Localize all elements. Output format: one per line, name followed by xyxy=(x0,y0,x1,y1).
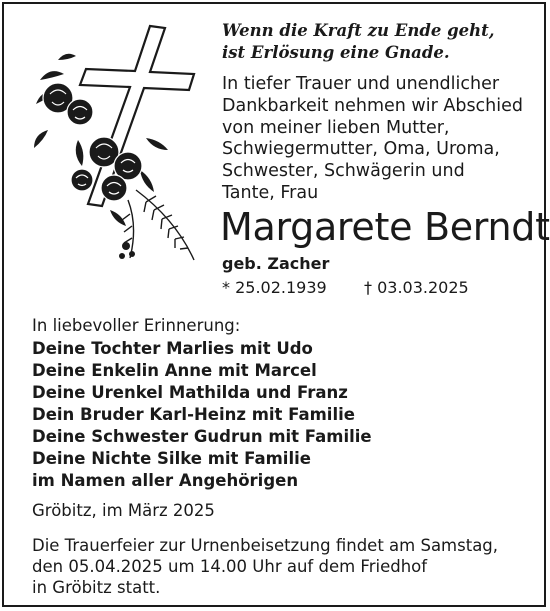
ceremony-line: Die Trauerfeier zur Urnenbeisetzung findet am Samstag, xyxy=(32,536,499,555)
deceased-name: Margarete Berndt xyxy=(220,205,550,249)
mourner-line: Deine Enkelin Anne mit Marcel xyxy=(32,361,317,380)
death-date: † 03.03.2025 xyxy=(364,278,469,297)
quote xyxy=(222,20,532,64)
mourner-line: Deine Schwester Gudrun mit Familie xyxy=(32,427,372,446)
intro-line: Schwester, Schwägerin und xyxy=(222,161,465,182)
mourner-line: im Namen aller Angehörigen xyxy=(32,471,299,490)
mourner-line: Deine Urenkel Mathilda und Franz xyxy=(32,383,348,402)
intro-line: Dankbarkeit nehmen wir Abschied xyxy=(222,95,524,116)
mourner-line: Deine Nichte Silke mit Familie xyxy=(32,449,311,468)
birth-date: * 25.02.1939 xyxy=(222,278,327,297)
life-dates xyxy=(222,277,542,299)
mourners-list xyxy=(32,338,372,492)
ceremony-notice xyxy=(32,535,537,598)
intro-line: von meiner lieben Mutter, xyxy=(222,117,450,138)
ceremony-line: den 05.04.2025 um 14.00 Uhr auf dem Friedhof xyxy=(32,557,428,576)
ceremony-line: in Gröbitz statt. xyxy=(32,578,161,597)
cross-with-roses-icon xyxy=(18,20,208,270)
memory-intro: In liebevoller Erinnerung: xyxy=(32,316,241,335)
mourner-line: Dein Bruder Karl-Heinz mit Familie xyxy=(32,405,355,424)
intro-text xyxy=(222,74,537,205)
intro-line: In tiefer Trauer und unendlicher xyxy=(222,74,500,94)
birth-name: geb. Zacher xyxy=(222,254,330,273)
intro-line: Tante, Frau xyxy=(222,182,319,203)
quote-line: Wenn die Kraft zu Ende geht, xyxy=(222,21,495,40)
intro-line: Schwiegermutter, Oma, Uroma, xyxy=(222,139,500,160)
place-date: Gröbitz, im März 2025 xyxy=(32,501,215,520)
mourner-line: Deine Tochter Marlies mit Udo xyxy=(32,339,313,358)
quote-line: ist Erlösung eine Gnade. xyxy=(222,43,450,62)
